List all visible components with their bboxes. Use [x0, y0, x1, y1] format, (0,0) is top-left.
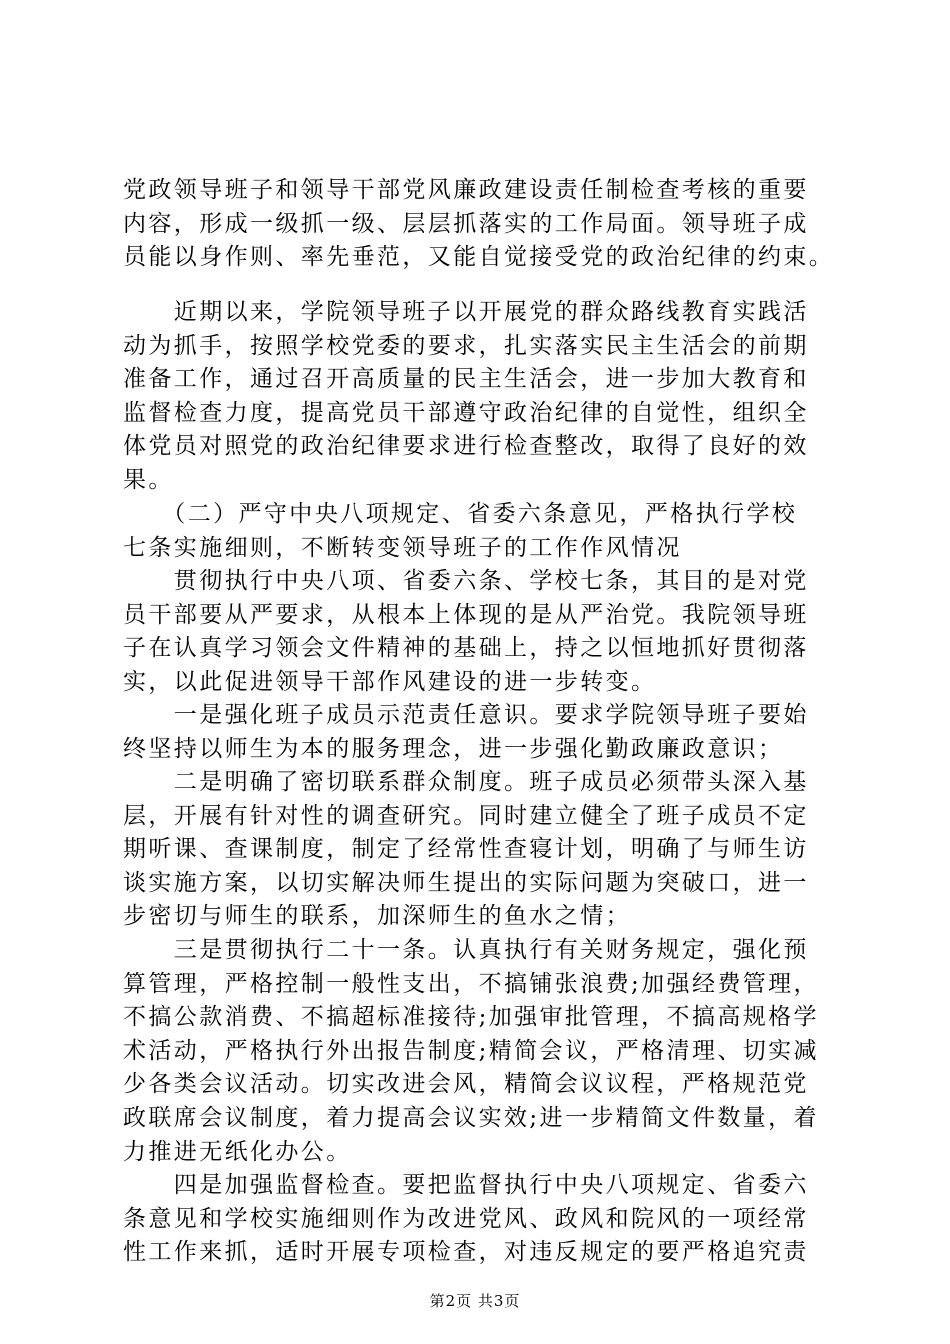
page-number-label: 第2页 共3页: [429, 1292, 521, 1310]
paragraph-2: [123, 296, 838, 498]
text-line: 终坚持以师生为本的服务理念，进一步强化勤政廉政意识；: [123, 735, 784, 762]
text-line: 力推进无纸化办公。: [123, 1138, 352, 1165]
text-line: 三是贯彻执行二十一条。认真执行有关财务规定，强化预: [123, 937, 809, 963]
text-line: 实，以此促进领导干部作风建设的进一步转变。: [123, 668, 657, 695]
text-line: 内容，形成一级抓一级、层层抓落实的工作局面。领导班子成: [123, 210, 809, 237]
text-line: 不搞公款消费、不搞超标准接待;加强审批管理，不搞高规格学: [123, 1004, 819, 1031]
paragraph-7: [123, 934, 838, 1169]
text-line: 一是强化班子成员示范责任意识。要求学院领导班子要始: [123, 702, 809, 728]
text-line: 员干部要从严要求，从根本上体现的是从严治党。我院领导班: [123, 601, 809, 628]
text-line: 七条实施细则，不断转变领导班子的工作作风情况: [123, 534, 682, 561]
section-heading-2: [123, 498, 838, 565]
text-line: 算管理，严格控制一般性支出，不搞铺张浪费;加强经费管理，: [123, 970, 819, 997]
text-line: 党政领导班子和领导干部党风廉政建设责任制检查考核的重要: [123, 177, 809, 203]
text-line: 谈实施方案，以切实解决师生提出的实际问题为突破口，进一: [123, 869, 809, 896]
text-line: 贯彻执行中央八项、省委六条、学校七条，其目的是对党: [123, 568, 809, 594]
text-line: 层，开展有针对性的调查研究。同时建立健全了班子成员不定: [123, 802, 809, 829]
text-line: （二）严守中央八项规定、省委六条意见，严格执行学校: [123, 501, 798, 527]
text-line: 准备工作，通过召开高质量的民主生活会，进一步加大教育和: [123, 366, 809, 393]
paragraph-5: [123, 699, 838, 766]
text-line: 果。: [123, 466, 174, 493]
text-line: 动为抓手，按照学校党委的要求，扎实落实民主生活会的前期: [123, 332, 809, 359]
text-line: 员能以身作则、率先垂范，又能自觉接受党的政治纪律的约束。: [123, 244, 835, 271]
paragraph-4: [123, 565, 838, 699]
page-footer: [0, 1290, 950, 1311]
text-line: 政联席会议制度，着力提高会议实效;进一步精简文件数量，着: [123, 1104, 819, 1131]
paragraph-8: [123, 1169, 838, 1270]
text-line: 近期以来，学院领导班子以开展党的群众路线教育实践活: [123, 299, 809, 325]
text-line: 少各类会议活动。切实改进会风，精简会议议程，严格规范党: [123, 1071, 809, 1098]
text-line: 监督检查力度，提高党员干部遵守政治纪律的自觉性，组织全: [123, 399, 809, 426]
text-line: 体党员对照党的政治纪律要求进行检查整改，取得了良好的效: [123, 433, 809, 460]
text-line: 步密切与师生的联系，加深师生的鱼水之情；: [123, 903, 631, 930]
text-line: 期听课、查课制度，制定了经常性查寝计划，明确了与师生访: [123, 836, 809, 863]
text-line: 二是明确了密切联系群众制度。班子成员必须带头深入基: [123, 769, 809, 795]
paragraph-6: [123, 766, 838, 934]
paragraph-1: [123, 174, 838, 275]
text-line: 子在认真学习领会文件精神的基础上，持之以恒地抓好贯彻落: [123, 635, 809, 662]
text-line: 条意见和学校实施细则作为改进党风、政风和院风的一项经常: [123, 1205, 809, 1232]
text-line: 性工作来抓，适时开展专项检查，对违反规定的要严格追究责: [123, 1239, 809, 1266]
text-line: 四是加强监督检查。要把监督执行中央八项规定、省委六: [123, 1172, 809, 1198]
text-line: 术活动，严格执行外出报告制度;精简会议，严格清理、切实减: [123, 1037, 819, 1064]
